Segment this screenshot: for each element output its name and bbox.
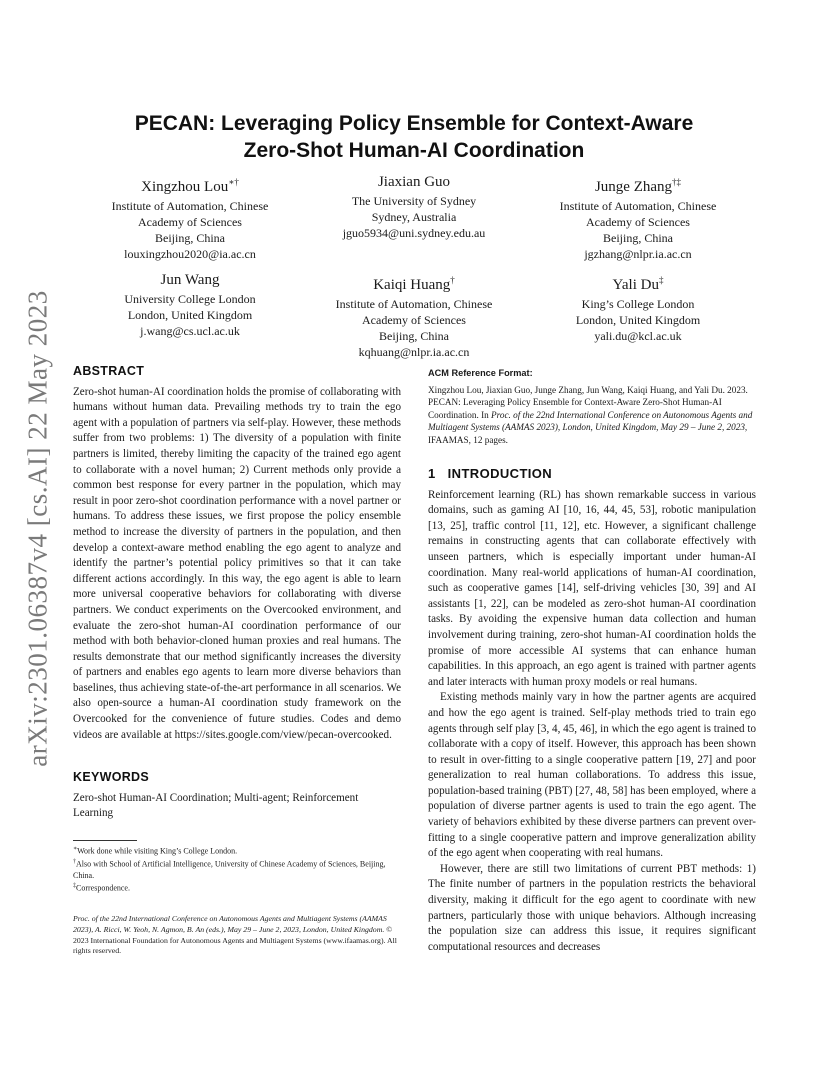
author-email: louxingzhou2020@ia.ac.cn [124, 247, 256, 261]
footnote-mark: ‡ [73, 882, 76, 889]
abstract-heading: ABSTRACT [73, 364, 145, 378]
author-affiliation: Academy of Sciences [362, 313, 466, 327]
keywords-section [73, 770, 401, 822]
acm-reference-authors: Xingzhou Lou, Jiaxian Guo, Junge Zhang, Jun Wang, Kaiqi Huang, and Yali Du. 2023. PECAN: Leveraging Policy Ensemble for Context-Aware Zero-Shot Human-AI Coordination. In [428, 384, 748, 420]
author-marks: ‡ [658, 275, 664, 285]
footnote-text: Work done while visiting King’s College London. [77, 846, 238, 856]
proceedings-citation: Proc. of the 22nd International Conference on Autonomous Agents and Multiagent Systems (AAMAS 2023), A. Ricci, W. Yeoh, N. Agmon, B. An (eds.), May 29 – June 2, 2023, London, United Kingdom. [73, 914, 387, 934]
paper-title [72, 110, 756, 164]
footnote-text: Correspondence. [76, 883, 130, 893]
acm-reference-venue: Proc. of the 22nd International Conference on Autonomous Agents and Multiagent Systems (AAMAS 2023), London, United Kingdom, May 29 – June 2, 2023, [428, 409, 753, 433]
abstract-text: Zero-shot human-AI coordination holds the promise of collaborating with humans without human data. Prevailing methods try to train the ego agent with a population of partners via self-play. However, these methods suffer from two problems: 1) The diversity of a population with finite partners is limited, thereby limiting the capacity of the trained ego agent to collaborate with a novel human; 2) Current methods only provide a common best response for every partner in the population, which may result in poor zero-shot coordination performance with a novel partner or humans. To address these issues, we first propose the policy ensemble method to increase the diversity of partners in the population, and then develop a context-aware method enabling the ego agent to analyze and identify the partner’s potential policy primitives so that it can take different actions accordingly. In this way, the ego agent is able to learn more universal cooperative behaviors for collaborating with diverse partners. We conduct experiments on the Overcooked environment, and evaluate the zero-shot human-AI coordination performance of our method with both behavior-cloned human proxies and real humans. The results demonstrate that our method significantly increases the diversity of partners and enables ego agents to learn more diverse behaviors than baselines, thus achieving state-of-the-art performance in all scenarios. We also open-source a human-AI coordination study framework on the Overcooked for the convenience of future studies. Codes and demo videos are available at https://sites.google.com/view/pecan-overcooked. [73, 385, 401, 741]
author-name: Yali Du [612, 277, 659, 293]
author-marks: †‡ [672, 177, 682, 187]
proceedings-copyright: © 2023 International Foundation for Autonomous Agents and Multiagent Systems (www.ifaamas.org). All rights reserved. [73, 924, 397, 956]
author-du [536, 271, 740, 344]
intro-paragraph-1: Reinforcement learning (RL) has shown remarkable success in various domains, such as gaming AI [10, 16, 44, 45, 53], robotic manipulation [13, 25], traffic control [11, 12], etc. However, a significant challenge remains in constructing agents that can collaborate effectively with unseen partners, which is especially important under human-AI coordination. Many real-world applications of human-AI coordination, such as cooperative games [14], self-driving vehicles [30, 39] and AI assistants [1, 22], can be modeled as zero-shot human-AI coordination tasks. By avoiding the expensive human data collection and human involvement during training, zero-shot human-AI coordination holds the promise of more accessible AI systems that can enhance human capabilities. In this approach, an ego agent is trained with partner agents and later interacts with human proxy models or real humans. [428, 488, 756, 688]
author-name: Xingzhou Lou [141, 179, 229, 195]
intro-paragraph-3: However, there are still two limitations of current PBT methods: 1) The finite number of partners in the population restricts the behavioral diversity, making it difficult for the ego agent to coordinate with new partners, particularly those with unique behaviors. Although increasing the population size can address this issue, it requires significant computational resources and decreases [428, 862, 756, 953]
footnote-mark: ∗ [73, 846, 78, 852]
author-location: London, United Kingdom [127, 308, 253, 322]
author-affiliation: Academy of Sciences [138, 215, 242, 229]
acm-reference-heading: ACM Reference Format: [428, 368, 533, 378]
author-location: Beijing, China [603, 231, 673, 245]
footnote-mark: † [73, 858, 76, 865]
author-location: London, United Kingdom [575, 313, 701, 327]
section-title: INTRODUCTION [447, 466, 553, 481]
abstract-section [73, 364, 401, 743]
author-location: Sydney, Australia [371, 210, 457, 224]
author-affiliation: The University of Sydney [351, 194, 477, 208]
author-email: jguo5934@uni.sydney.edu.au [342, 226, 486, 240]
author-name: Kaiqi Huang [373, 277, 451, 293]
footnote-item [73, 844, 401, 857]
author-huang [312, 271, 516, 360]
acm-reference-publisher: IFAAMAS, 12 pages. [428, 434, 508, 445]
author-affiliation: University College London [124, 292, 256, 306]
author-name: Jiaxian Guo [377, 174, 451, 190]
footnote-text: Also with School of Artificial Intelligence, University of Chinese Academy of Sciences, Beijing, China. [73, 859, 386, 880]
author-marks: † [450, 275, 455, 285]
author-affiliation: Institute of Automation, Chinese [559, 199, 717, 213]
author-guo [312, 173, 516, 241]
author-email: j.wang@cs.ucl.ac.uk [140, 324, 240, 338]
keywords-heading: KEYWORDS [73, 770, 150, 784]
section-number: 1 [428, 466, 436, 481]
footnote-item [73, 857, 401, 881]
paper-title-line-2: Zero-Shot Human-AI Coordination [243, 139, 585, 162]
paper-title-line-1: PECAN: Leveraging Policy Ensemble for Context-Aware [134, 112, 694, 135]
author-wang [88, 271, 292, 339]
arxiv-identifier-text: arXiv:2301.06387v4 [cs.AI] 22 May 2023 [22, 289, 53, 767]
author-location: Beijing, China [379, 329, 449, 343]
author-email: kqhuang@nlpr.ia.ac.cn [358, 345, 470, 359]
author-name: Junge Zhang [594, 179, 673, 195]
author-location: Beijing, China [155, 231, 225, 245]
introduction-section [428, 466, 756, 955]
author-marks: ∗† [228, 177, 239, 187]
introduction-heading [428, 466, 756, 482]
author-zhang [536, 173, 740, 262]
author-email: yali.du@kcl.ac.uk [594, 329, 682, 343]
keywords-text: Zero-shot Human-AI Coordination; Multi-agent; Reinforcement Learning [73, 791, 359, 820]
author-email: jgzhang@nlpr.ia.ac.cn [584, 247, 692, 261]
author-affiliation: King’s College London [581, 297, 695, 311]
arxiv-identifier [18, 288, 58, 768]
author-affiliation: Academy of Sciences [586, 215, 690, 229]
author-affiliation: Institute of Automation, Chinese [335, 297, 493, 311]
proceedings-note [73, 914, 401, 957]
author-affiliation: Institute of Automation, Chinese [111, 199, 269, 213]
footnote-item [73, 881, 401, 894]
intro-paragraph-2: Existing methods mainly vary in how the partner agents are acquired and how the ego agent is trained. Self-play methods tried to train ego agents through self play [3, 4, 45, 46], in which the ego agent is trained to collaborate with a copy of itself. However, this approach has been shown to result in over-fitting to a single cooperative pattern [19, 27] and poor generalization to real human collaborations. To address this issue, population-based training (PBT) [27, 48, 58] has been employed, where a population of diverse partner agents is used to train the ego agent. The variety of behaviors exhibited by these diverse partners can prevent over-fitting to a single cooperative pattern and improve generalization ability of the ego agent when cooperating with real humans. [428, 691, 756, 860]
footnotes [73, 844, 401, 894]
author-lou [88, 173, 292, 262]
acm-reference-text [428, 384, 756, 447]
footnote-rule [73, 840, 137, 841]
author-name: Jun Wang [160, 272, 220, 288]
acm-reference [428, 366, 756, 447]
